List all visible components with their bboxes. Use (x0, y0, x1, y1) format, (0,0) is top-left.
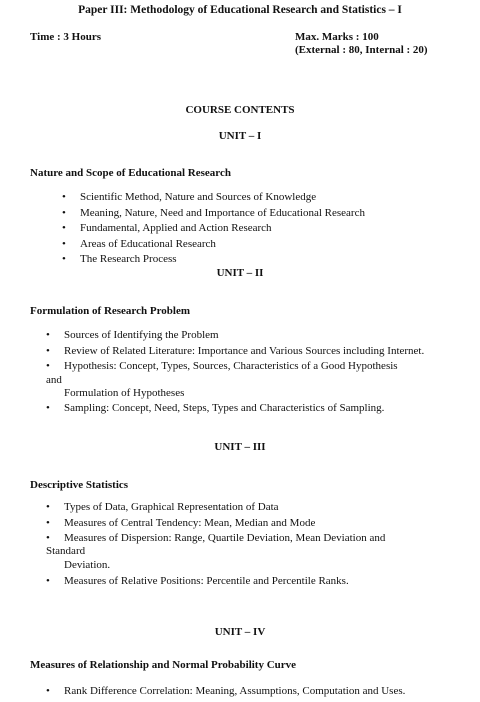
bullet-icon: • (62, 253, 66, 265)
bullet-icon: • (46, 344, 50, 357)
unit-1-heading: Nature and Scope of Educational Research (30, 167, 231, 179)
dispersion-wrap-standard: Standard (46, 545, 86, 557)
list-item: • Measures of Central Tendency: Mean, Median and Mode (46, 516, 316, 529)
list-item: • Review of Related Literature: Importance and Various Sources including Internet. (46, 344, 425, 357)
bullet-icon: • (62, 191, 66, 203)
unit-3-label: UNIT – III (214, 441, 266, 453)
bullet-icon: • (46, 685, 50, 697)
list-item: • Types of Data, Graphical Representation of Data (46, 501, 279, 513)
list-item: • Areas of Educational Research (62, 237, 216, 250)
hypothesis-wrap-and: and (46, 374, 62, 386)
hypothesis-wrap-continuation: Formulation of Hypotheses (64, 387, 185, 399)
list-item: • Measures of Dispersion: Range, Quartile Deviation, Mean Deviation and (46, 532, 386, 544)
unit-2-heading: Formulation of Research Problem (30, 305, 190, 317)
bullet-icon: • (62, 237, 66, 250)
dispersion-wrap-deviation: Deviation. (64, 559, 111, 571)
marks-split-label: (External : 80, Internal : 20) (295, 44, 428, 56)
unit-3-list (46, 501, 385, 548)
unit-4-label: UNIT – IV (214, 626, 266, 638)
bullet-icon: • (46, 532, 50, 544)
unit-3-heading: Descriptive Statistics (30, 479, 129, 491)
bullet-icon: • (46, 501, 50, 513)
paper-title: Paper III: Methodology of Educational Research and Statistics – I (78, 4, 402, 16)
list-item: • Rank Difference Correlation: Meaning, Assumptions, Computation and Uses. (46, 685, 406, 697)
bullet-icon: • (46, 516, 50, 529)
list-item: • Meaning, Nature, Need and Importance of Educational Research (62, 206, 365, 219)
list-item: • Scientific Method, Nature and Sources of Knowledge (62, 191, 317, 203)
bullet-icon: • (46, 360, 50, 372)
list-item: • Fundamental, Applied and Action Research (62, 222, 272, 234)
bullet-icon: • (46, 402, 50, 414)
unit-4-heading: Measures of Relationship and Normal Probability Curve (30, 659, 297, 671)
list-item: • Hypothesis: Concept, Types, Sources, Characteristics of a Good Hypothesis (46, 360, 398, 372)
unit-2-label: UNIT – II (216, 267, 264, 279)
list-item: • Measures of Relative Positions: Percentile and Percentile Ranks. (46, 575, 349, 587)
unit-2-list (46, 329, 424, 376)
max-marks-label: Max. Marks : 100 (295, 31, 379, 43)
unit-1-label: UNIT – I (218, 130, 262, 142)
list-item: • Sources of Identifying the Problem (46, 329, 219, 341)
course-contents-heading: COURSE CONTENTS (185, 104, 295, 116)
bullet-icon: • (46, 329, 50, 341)
unit-1-list (62, 191, 365, 269)
unit-4-list (46, 685, 405, 701)
list-item: • Sampling: Concept, Need, Steps, Types and Characteristics of Sampling. (46, 402, 385, 414)
bullet-icon: • (62, 206, 66, 219)
unit-2-list-cont (46, 402, 384, 418)
bullet-icon: • (62, 222, 66, 234)
list-item: • The Research Process (62, 253, 177, 265)
unit-3-list-cont (46, 575, 349, 591)
bullet-icon: • (46, 575, 50, 587)
time-label: Time : 3 Hours (30, 31, 101, 43)
